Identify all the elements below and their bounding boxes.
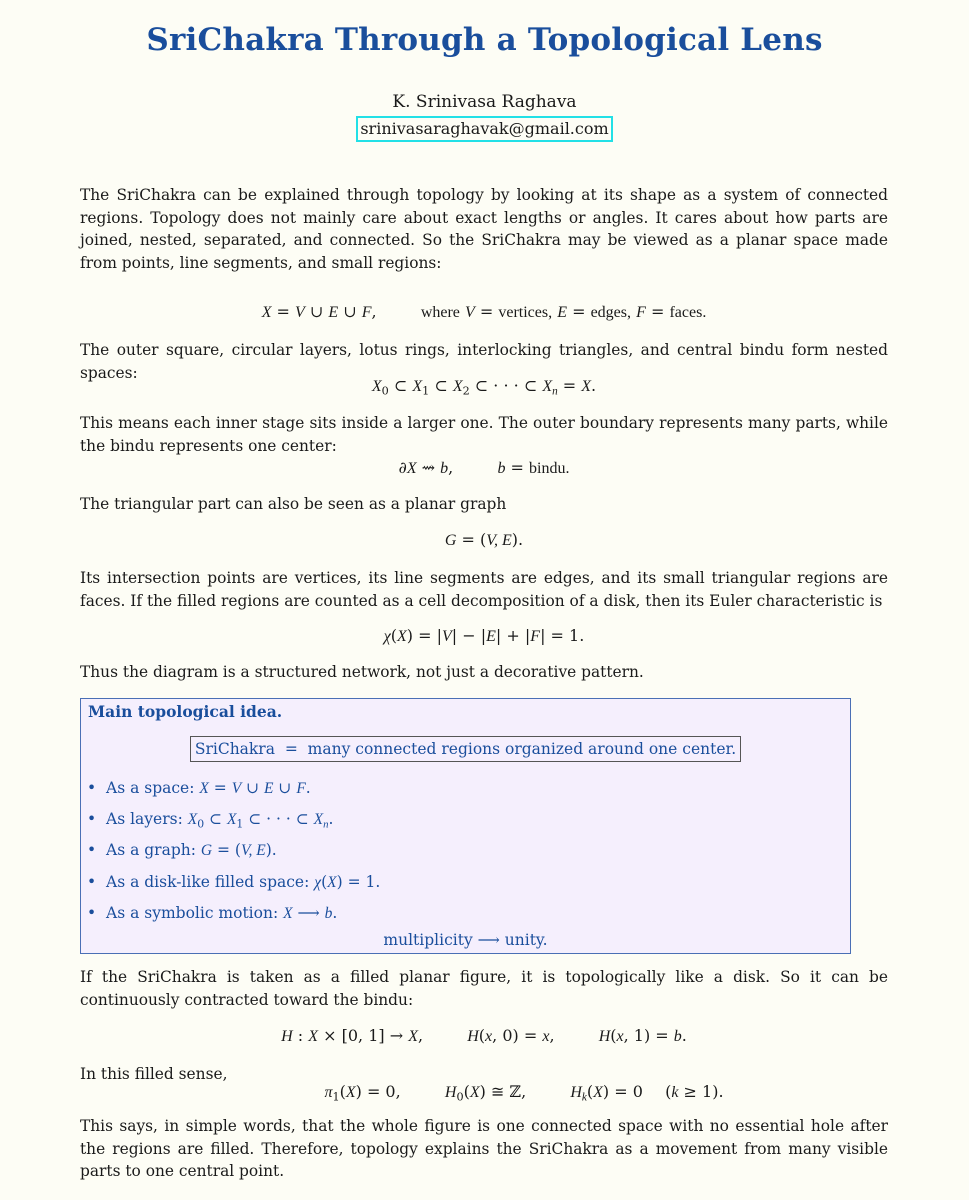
equation-euler-characteristic: χ(X) = |V| − |E| + |F| = 1. [383, 626, 585, 645]
email-container [0, 116, 969, 142]
bullet-layers: • As layers: $X_0$ ⊂ $X_1$ ⊂ · · · ⊂ $X_n$. [87, 810, 334, 831]
paragraph-filled-sense: In this filled sense, [80, 1065, 228, 1083]
equation-boundary-to-bindu: ∂X ⇝ b, b = bindu. [398, 458, 570, 477]
equation-nested-chain: $X_0$ ⊂ $X_1$ ⊂ $X_2$ ⊂ · · · ⊂ $X_n = X$. [371, 376, 597, 398]
bullet-dot: • [87, 779, 97, 797]
key-right: many connected regions organized around one center. [307, 740, 737, 758]
eq-edges-text: edges, [590, 304, 631, 321]
equation-homology: $\pi_1(X) = 0$, $H_0(X)$ ≅ ℤ, $H_k(X) = 0$ (k ≥ 1). [324, 1082, 724, 1104]
key-left: SriChakra [194, 740, 275, 758]
eq-vertices-text: vertices, [498, 304, 553, 321]
equation-homotopy: H : X × [0, 1] → X, H(x, 0) = x, H(x, 1) = b. [281, 1026, 687, 1045]
bullet-motion-label: As a symbolic motion: [106, 903, 279, 922]
eq-where-text: where [420, 304, 460, 321]
paragraph-boundary: This means each inner stage sits inside a larger one. The outer boundary represents many parts, while the bindu represents one center: [80, 414, 888, 455]
bullet-dot: • [87, 841, 97, 860]
paragraph-disk-contraction: If the SriChakra is taken as a filled planar figure, it is topologically like a disk. So it can be continuously contracted toward the bindu: [80, 968, 888, 1009]
bullet-layers-label: As layers: [106, 810, 183, 829]
paper-title: SriChakra Through a Topological Lens [146, 22, 823, 58]
main-idea-title: Main topological idea. [88, 702, 283, 721]
bullet-dot: • [87, 872, 97, 891]
main-idea-box [80, 698, 851, 954]
key-statement-wrap [81, 736, 850, 762]
paragraph-intro: The SriChakra can be explained through topology by looking at its shape as a system of connected regions. Topology does not mainly care about exact lengths or angles. It cares about how parts are joined, nested, separated, and connected. So the SriChakra may be viewed as a planar space made from points, line segments, and small regions: [80, 186, 888, 272]
eq-faces-text: faces. [669, 304, 707, 321]
key-statement: SriChakra = many connected regions organized around one center. [190, 736, 741, 762]
paragraph-nested-spaces: The outer square, circular layers, lotus rings, interlocking triangles, and central bindu form nested spaces: [80, 341, 888, 382]
bullet-graph: • As a graph: G = (V, E). [87, 841, 277, 860]
eq-bindu-text: bindu. [529, 460, 570, 477]
paragraph-euler: Its intersection points are vertices, its line segments are edges, and its small triangular regions are faces. If the filled regions are counted as a cell decomposition of a disk, then its Euler characteristic is [80, 569, 888, 610]
paragraph-conclusion: This says, in simple words, that the whole figure is one connected space with no essential hole after the regions are filled. Therefore, topology explains the SriChakra as a movement from many visible parts to one central point. [80, 1117, 888, 1180]
equation-space-decomposition: X = V ∪ E ∪ F, where V = vertices, E = edges, F = faces. [261, 302, 707, 321]
author-name: K. Srinivasa Raghava [392, 92, 577, 112]
bullet-disk-label: As a disk-like filled space: [106, 872, 310, 891]
bullet-motion: • As a symbolic motion: X ⟶ b. [87, 903, 338, 922]
multiplicity-unity-line: multiplicity ⟶ unity. [383, 931, 548, 949]
paragraph-planar-graph: The triangular part can also be seen as a planar graph [80, 495, 507, 513]
author-email-link[interactable]: srinivasaraghavak@gmail.com [356, 116, 612, 142]
bullet-graph-label: As a graph: [106, 841, 196, 860]
paragraph-network: Thus the diagram is a structured network, not just a decorative pattern. [80, 663, 644, 681]
idea-bullet-list [87, 777, 380, 933]
bullet-dot: • [87, 903, 97, 922]
bullet-dot: • [87, 810, 97, 829]
equation-graph: G = (V, E). [444, 530, 524, 549]
bullet-disk: • As a disk-like filled space: χ(X) = 1. [87, 872, 381, 891]
bullet-space: • As a space: X = V ∪ E ∪ F. [87, 779, 311, 797]
bullet-space-label: As a space: [106, 779, 195, 797]
